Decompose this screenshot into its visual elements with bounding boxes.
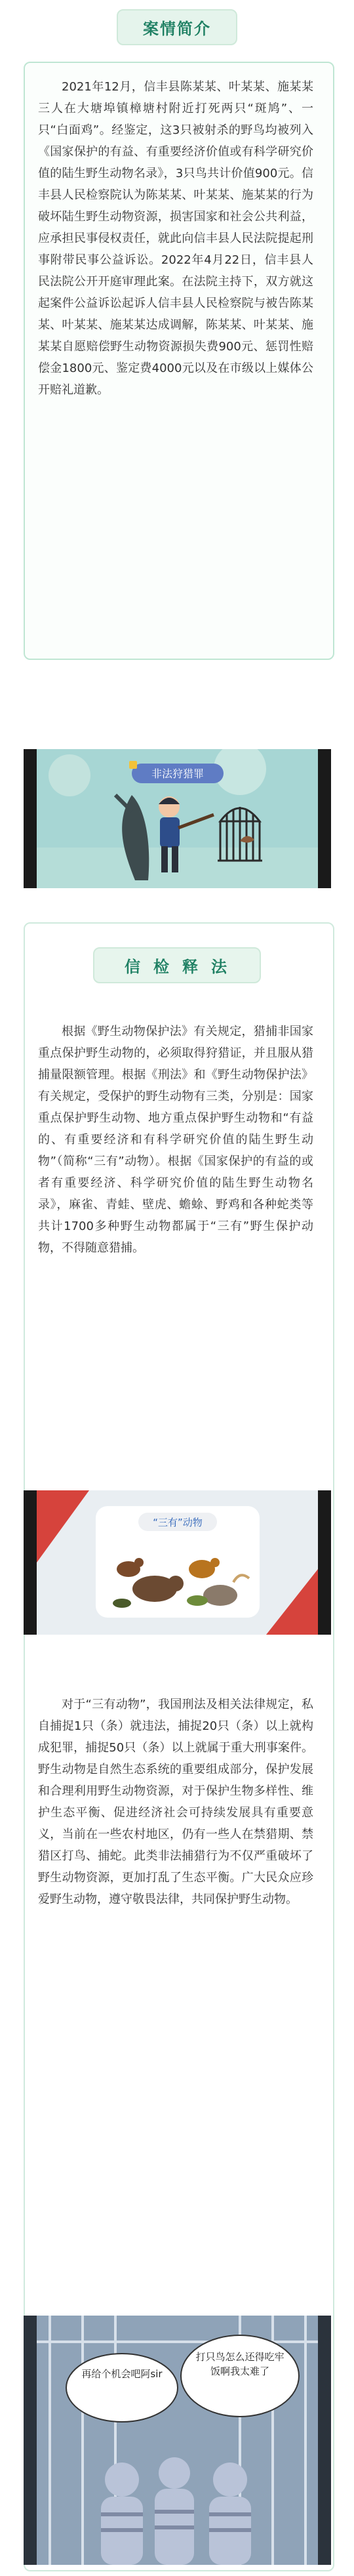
illegal-hunting-image — [24, 749, 331, 888]
section-header-case — [0, 9, 354, 45]
case-summary-paragraph: 2021年12月，信丰县陈某某、叶某某、施某某三人在大塘埠镇樟塘村附近打死两只“斑鸠”、一只“白面鸡”。经鉴定，这3只被射杀的野鸟均被列入《国家保护的有益、有重要经济价值或有科学研究价值的陆生野生动物名录》，3只鸟共计价值900元。信丰县人民检察院认为陈某某、叶某某、施某某的行为破坏陆生野生动物资源，损害国家和社会公共利益，应承担民事侵权责任，就此向信丰县人民法院提起刑事附带民事公益诉讼。2022年4月22日，信丰县人民法院公开开庭审理此案。在法院主持下，双方就这起案件公益诉讼起诉人信丰县人民检察院与被告陈某某、叶某某、施某某达成调解，陈某某、叶某某、施某某自愿赔偿野生动物资源损失费900元、惩罚性赔偿金1800元、鉴定费4000元以及在市级以上媒体公开赔礼道歉。 — [38, 80, 313, 397]
law-paragraph-2: 对于“三有动物”，我国刑法及相关法律规定，私自捕捉1只（条）就违法，捕捉20只（条）以上就构成犯罪，捕捉50只（条）以上就属于重大刑事案件。野生动物是自然生态系统的重要组成部分，保护发展和合理利用野生动物资源，对于保护生物多样性、维护生态平衡、促进经济社会可持续发展具有重要意义，当前在一些农村地区，仍有一些人在禁猎期、禁猎区打鸟、捕蛇。此类非法捕猎行为不仅严重破坏了野生动物资源，更加打乱了生态平衡。广大民众应珍爱野生动物，遵守敬畏法律，共同保护野生动物。 — [38, 1698, 313, 1906]
section-title: 案情简介 — [117, 9, 237, 45]
law-paragraph-1: 根据《野生动物保护法》有关规定，猎捕非国家重点保护野生动物的，必须取得狩猎证，并且服从猎捕量限额管理。根据《刑法》和《野生动物保护法》有关规定，受保护的野生动物有三类，分别是：国家重点保护野生动物、地方重点保护野生动物和“有益的、有重要经济和有科学研究价值的陆生野生动物”（简称“三有”动物）。根据《国家保护的有益的或者有重要经济、科学研究价值的陆生野生动物名录》，麻雀、青蛙、壁虎、蟾蜍、野鸡和各种蛇类等共计1700多种野生动物都属于“三有”野生保护动物，不得随意猎捕。 — [38, 1025, 313, 1255]
illustration-label: “三有”动物 — [153, 1517, 203, 1528]
speech-bubble-right: 打只鸟怎么还得吃牢饭啊我太难了 — [195, 2351, 285, 2377]
three-have-animals-illustration — [24, 1490, 331, 1635]
speech-bubble-left: 再给个机会吧阿sir — [81, 2368, 163, 2380]
jail-cartoon-image — [24, 2316, 331, 2565]
jail-cartoon-illustration — [24, 2316, 331, 2565]
three-have-animals-image — [24, 1490, 331, 1635]
illegal-hunting-illustration — [24, 749, 331, 888]
section-title: 信检释法 — [93, 947, 261, 983]
illustration-label: 非法狩猎罪 — [151, 767, 205, 780]
